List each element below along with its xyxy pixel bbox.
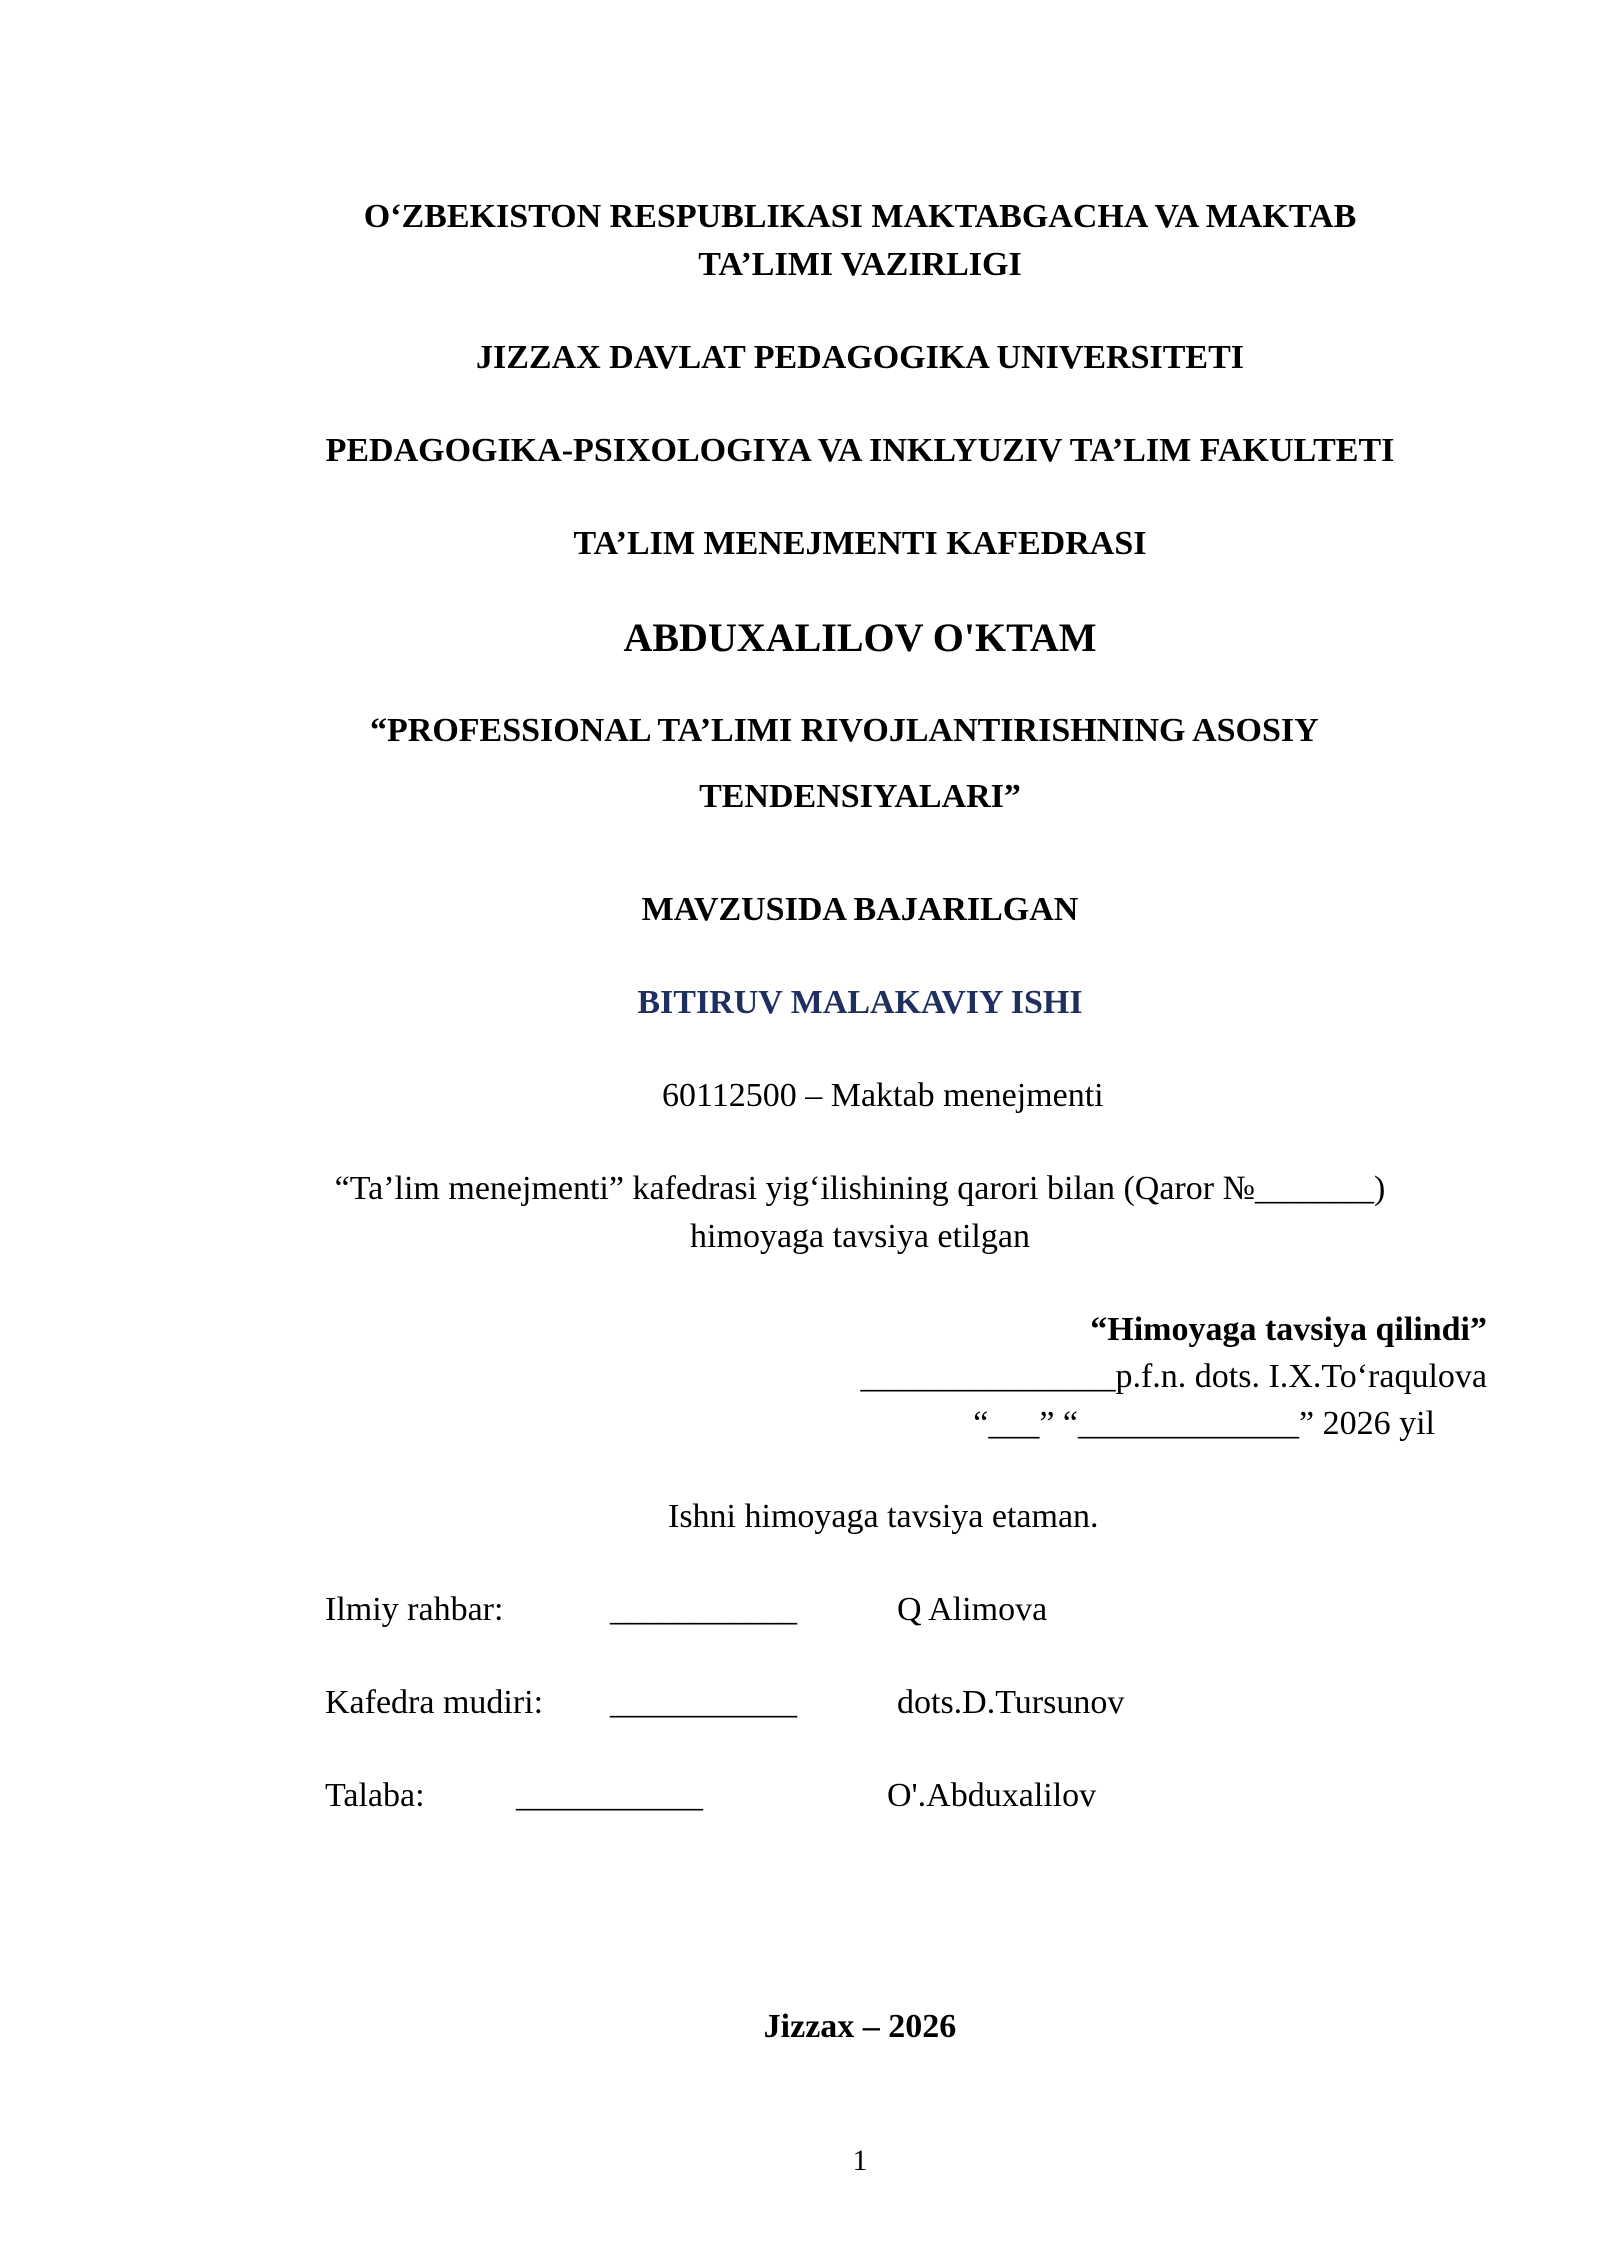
page-number: 1	[852, 2144, 868, 2177]
faculty-name: PEDAGOGIKA-PSIXOLOGIYA VA INKLYUZIV TA’LIM FAKULTETI	[325, 432, 1395, 469]
place-year: Jizzax – 2026	[763, 2008, 957, 2045]
signature-name: O'.Abduxalilov	[887, 1777, 1097, 1814]
topic-line-1: “PROFESSIONAL TA’LIMI RIVOJLANTIRISHNING ASOSIY	[370, 712, 1319, 749]
specialty: 60112500 – Maktab menejmenti	[662, 1077, 1104, 1114]
signature-role: Talaba:	[325, 1777, 425, 1814]
ministry-title-line-2: TA’LIMI VAZIRLIGI	[698, 246, 1022, 283]
signature-role: Kafedra mudiri:	[325, 1684, 544, 1721]
author-name: ABDUXALILOV O'KTAM	[623, 615, 1097, 660]
signature-blank: ___________	[516, 1777, 703, 1814]
signature-name: dots.D.Tursunov	[897, 1684, 1125, 1721]
ministry-title-line-1: O‘ZBEKISTON RESPUBLIKASI MAKTABGACHA VA MAKTAB	[363, 198, 1357, 235]
department-decision-line-1: “Ta’lim menejmenti” kafedrasi yig‘ilishining qarori bilan (Qaror №_______)	[334, 1170, 1386, 1207]
approval-signatory: _______________p.f.n. dots. I.X.To‘raqulova	[860, 1358, 1487, 1395]
signature-role: Ilmiy rahbar:	[325, 1591, 504, 1628]
performed-on-topic: MAVZUSIDA BAJARILGAN	[641, 891, 1079, 928]
department-decision-line-2: himoyaga tavsiya etilgan	[690, 1218, 1030, 1255]
recommendation-text: Ishni himoyaga tavsiya etaman.	[668, 1498, 1099, 1535]
signature-blank: ___________	[610, 1591, 797, 1628]
signature-name: Q Alimova	[897, 1591, 1048, 1628]
topic-line-2: TENDENSIYALARI”	[699, 778, 1021, 815]
signature-blank: ___________	[610, 1684, 797, 1721]
university-name: JIZZAX DAVLAT PEDAGOGIKA UNIVERSITETI	[475, 339, 1245, 376]
department-name: TA’LIM MENEJMENTI KAFEDRASI	[573, 525, 1147, 562]
work-type: BITIRUV MALAKAVIY ISHI	[637, 984, 1083, 1021]
approval-date: “___” “_____________” 2026 yil	[973, 1405, 1435, 1442]
approval-heading: “Himoyaga tavsiya qilindi”	[1090, 1311, 1487, 1348]
